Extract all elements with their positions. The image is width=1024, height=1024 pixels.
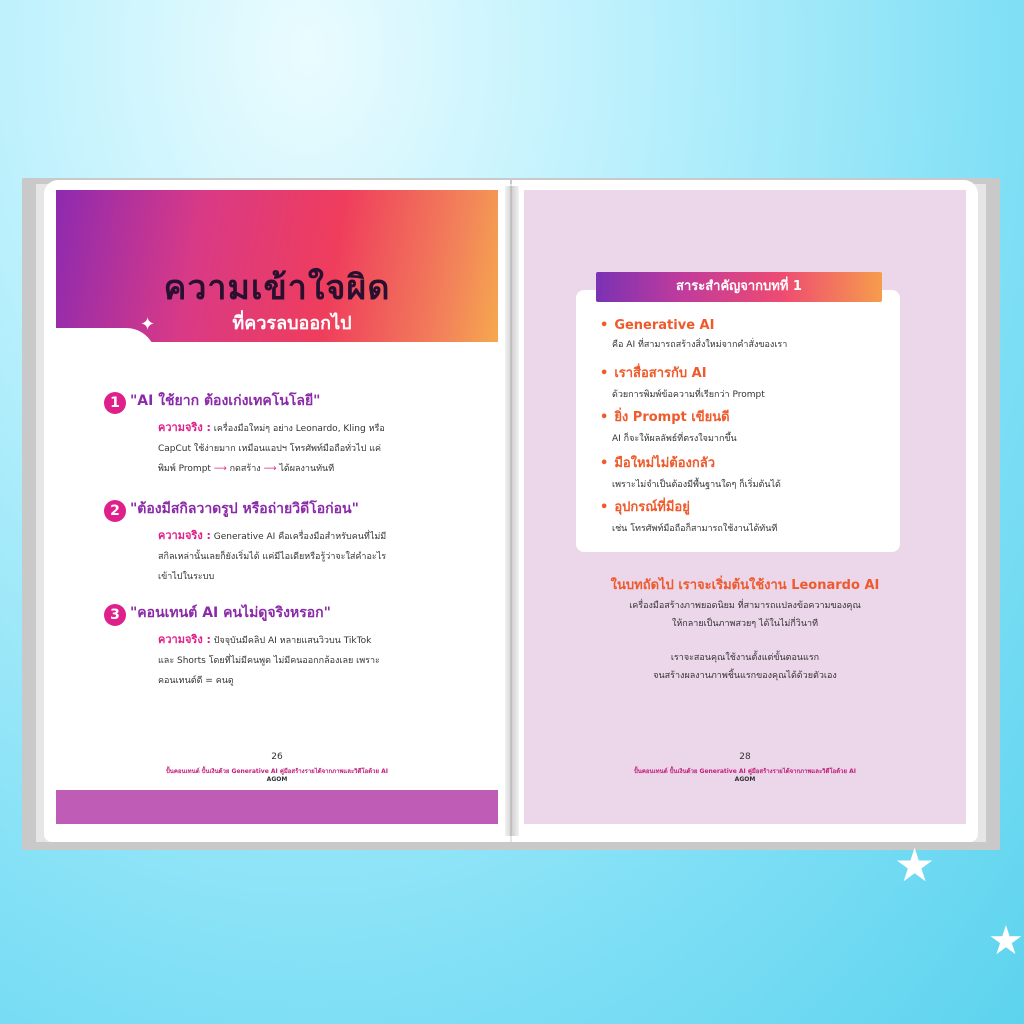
key-point-title (600, 318, 890, 333)
next-chapter-line: เครื่องมือสร้างภาพยอดนิยม ที่สามารถแปลงข้อความของคุณ (629, 601, 861, 611)
hero-banner (56, 190, 498, 342)
body-text: สกิลเหล่านั้นเลยก็ยังเริ่มได้ แค่มีไอเดียหรือรู้ว่าจะใส่คำอะไร (158, 552, 387, 562)
key-point-desc: ด้วยการพิมพ์ข้อความที่เรียกว่า Prompt (612, 390, 765, 400)
misconception-title: "ต้องมีสกิลวาดรูป หรือถ่ายวิดีโอก่อน" (130, 501, 359, 517)
key-point (600, 496, 890, 535)
star-icon: ★ (988, 918, 1024, 964)
dot-icon: • (600, 500, 609, 515)
key-point (600, 452, 890, 491)
star-icon: ★ (894, 838, 936, 892)
number-badge: 3 (104, 604, 126, 626)
number-badge: 2 (104, 500, 126, 522)
key-point-title-text: Generative AI (614, 318, 715, 333)
number-badge: 1 (104, 392, 126, 414)
fact-label: ความจริง : (158, 529, 211, 542)
footer-brand: AGOM (734, 776, 756, 783)
fact-label: ความจริง : (158, 421, 211, 434)
misconception-title: "คอนเทนต์ AI คนไม่ดูจริงหรอก" (130, 605, 331, 621)
page-number: 26 (271, 752, 283, 762)
misconception-body (130, 526, 450, 587)
next-chapter-heading: ในบทถัดไป เราจะเริ่มต้นใช้งาน Leonardo AI (610, 578, 880, 593)
dot-icon: • (600, 318, 609, 333)
dot-icon: • (600, 366, 609, 381)
sparkle-icon: ✦ (140, 314, 156, 335)
fact-label: ความจริง : (158, 633, 211, 646)
key-point-title (600, 362, 890, 383)
key-point-desc: AI ก็จะให้ผลลัพธ์ที่ตรงใจมากขึ้น (612, 434, 737, 444)
body-text: ปัจจุบันมีคลิป AI หลายแสนวิวบน TikTok (213, 636, 372, 646)
book-gutter (505, 186, 519, 836)
body-text: Generative AI คือเครื่องมือสำหรับคนที่ไม่มี (213, 532, 387, 542)
key-point-title (600, 496, 890, 517)
misconception-item-1 (110, 390, 450, 479)
body-text: เข้าไปในระบบ (158, 572, 215, 582)
key-point (600, 406, 890, 445)
key-point-title-text: ยิ่ง Prompt เขียนดี (614, 410, 730, 425)
key-point-desc: คือ AI ที่สามารถสร้างสิ่งใหม่จากคำสั่งของเรา (612, 340, 788, 350)
next-chapter-line: เราจะสอนคุณใช้งานตั้งแต่ขั้นตอนแรก (670, 653, 820, 663)
left-page (44, 180, 510, 842)
body-text: และ Shorts โดยที่ไม่มีคนพูด ไม่มีคนออกกล้องเลย เพราะ (158, 656, 380, 666)
body-text: ได้ผลงานทันที (279, 464, 335, 474)
body-text: CapCut ใช้ง่ายมาก เหมือนแอปฯ โทรศัพท์มือถือทั่วไป แค่ (158, 444, 382, 454)
summary-card-title: สาระสำคัญจากบทที่ 1 (596, 272, 882, 302)
dot-icon: • (600, 410, 609, 425)
arrow-right-icon: ⟶ (213, 464, 227, 474)
page-title: ความเข้าใจผิด (163, 268, 391, 308)
key-point (600, 362, 890, 401)
key-point (600, 318, 890, 351)
body-text: เครื่องมือใหม่ๆ อย่าง Leonardo, Kling หรือ (213, 424, 385, 434)
key-point-desc: เช่น โทรศัพท์มือถือก็สามารถใช้งานได้ทันที (612, 524, 778, 534)
arrow-right-icon: ⟶ (263, 464, 277, 474)
body-text: พิมพ์ Prompt (158, 464, 211, 474)
next-chapter-line: ให้กลายเป็นภาพสวยๆ ได้ในไม่กี่วินาที (671, 619, 818, 629)
page-number: 28 (739, 752, 751, 762)
key-point-title-text: มือใหม่ไม่ต้องกลัว (614, 456, 716, 471)
right-page (512, 180, 978, 842)
key-point-title-text: เราสื่อสารกับ AI (614, 366, 707, 381)
misconception-item-2 (110, 498, 450, 587)
misconception-item-3 (110, 602, 450, 691)
next-chapter-line: จนสร้างผลงานภาพชิ้นแรกของคุณได้ด้วยตัวเอง (653, 671, 837, 681)
dot-icon: • (600, 456, 609, 471)
footer-book-title: ปั้นคอนเทนต์ ปั้นเงินด้วย Generative AI คู่มือสร้างรายได้จากภาพและวิดีโอด้วย AI (165, 768, 389, 775)
key-point-title (600, 452, 890, 473)
body-text: คอนเทนต์ดี = คนดู (158, 676, 234, 686)
key-point-title (600, 406, 890, 427)
footer-bar (56, 790, 498, 824)
body-text: กดสร้าง (229, 464, 261, 474)
footer-brand: AGOM (266, 776, 288, 783)
misconception-title: "AI ใช้ยาก ต้องเก่งเทคโนโลยี" (130, 393, 321, 409)
misconception-body (130, 630, 450, 691)
page-subtitle: ที่ควรลบออกไป (232, 313, 352, 334)
key-point-title-text: อุปกรณ์ที่มีอยู่ (614, 500, 690, 515)
misconception-body (130, 418, 450, 479)
key-point-desc: เพราะไม่จำเป็นต้องมีพื้นฐานใดๆ ก็เริ่มต้นได้ (612, 480, 781, 490)
footer-book-title: ปั้นคอนเทนต์ ปั้นเงินด้วย Generative AI คู่มือสร้างรายได้จากภาพและวิดีโอด้วย AI (633, 768, 857, 775)
